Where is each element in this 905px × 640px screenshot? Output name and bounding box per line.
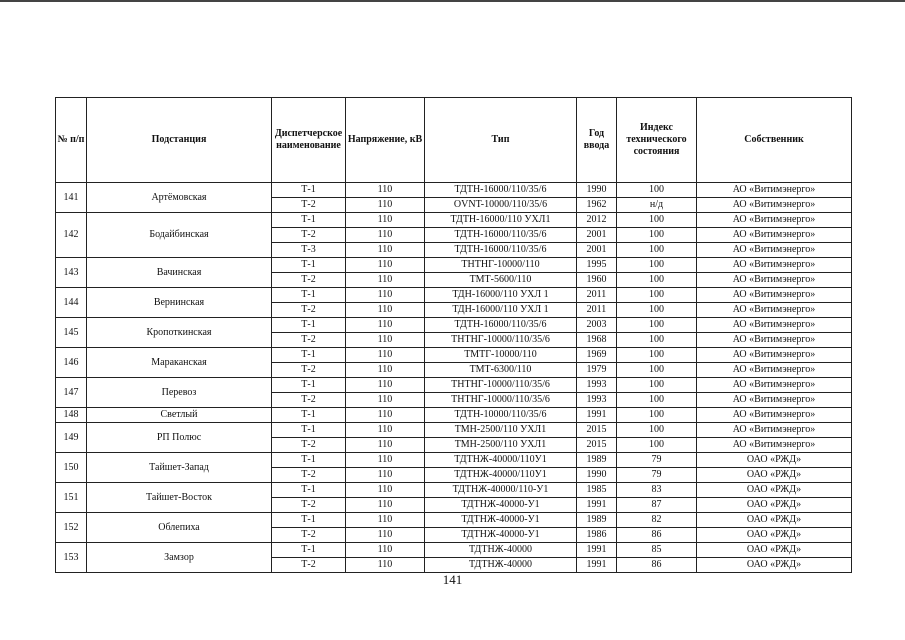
cell-index: 83	[617, 483, 697, 498]
cell-owner: АО «Витимэнерго»	[697, 423, 852, 438]
cell-year: 1995	[577, 258, 617, 273]
cell-index: 100	[617, 228, 697, 243]
cell-year: 1968	[577, 333, 617, 348]
cell-num: 145	[56, 318, 87, 348]
table-row	[56, 453, 852, 468]
cell-index: 100	[617, 348, 697, 363]
cell-owner: ОАО «РЖД»	[697, 468, 852, 483]
cell-year: 1989	[577, 453, 617, 468]
cell-type: ТДТНЖ-40000/110У1	[425, 453, 577, 468]
substations-table	[55, 97, 852, 573]
cell-year: 2012	[577, 213, 617, 228]
cell-index: 100	[617, 333, 697, 348]
header-type: Тип	[425, 98, 577, 183]
cell-num: 144	[56, 288, 87, 318]
cell-owner: АО «Витимэнерго»	[697, 183, 852, 198]
cell-year: 2001	[577, 228, 617, 243]
cell-year: 1993	[577, 393, 617, 408]
cell-year: 1991	[577, 543, 617, 558]
cell-type: ТДТН-16000/110/35/6	[425, 318, 577, 333]
page-number: 141	[442, 572, 463, 587]
cell-dispatch: Т-1	[272, 378, 346, 393]
table-row	[56, 213, 852, 228]
cell-year: 1991	[577, 498, 617, 513]
cell-dispatch: Т-2	[272, 498, 346, 513]
cell-substation: Вачинская	[87, 258, 272, 288]
cell-num: 150	[56, 453, 87, 483]
cell-voltage: 110	[346, 258, 425, 273]
cell-index: 82	[617, 513, 697, 528]
cell-owner: АО «Витимэнерго»	[697, 438, 852, 453]
cell-year: 1969	[577, 348, 617, 363]
cell-owner: АО «Витимэнерго»	[697, 408, 852, 423]
cell-substation: Бодайбинская	[87, 213, 272, 258]
cell-voltage: 110	[346, 318, 425, 333]
cell-year: 1985	[577, 483, 617, 498]
header-year: Год ввода	[577, 98, 617, 183]
cell-substation: Облепиха	[87, 513, 272, 543]
cell-owner: ОАО «РЖД»	[697, 483, 852, 498]
cell-year: 1991	[577, 558, 617, 573]
cell-owner: ОАО «РЖД»	[697, 453, 852, 468]
cell-dispatch: Т-1	[272, 288, 346, 303]
cell-type: ТНТНГ-10000/110/35/6	[425, 378, 577, 393]
cell-substation: Артёмовская	[87, 183, 272, 213]
cell-owner: ОАО «РЖД»	[697, 528, 852, 543]
table-row	[56, 378, 852, 393]
cell-year: 2001	[577, 243, 617, 258]
cell-type: ТДТНЖ-40000/110У1	[425, 468, 577, 483]
cell-year: 2011	[577, 288, 617, 303]
cell-voltage: 110	[346, 498, 425, 513]
cell-owner: АО «Витимэнерго»	[697, 333, 852, 348]
cell-index: 85	[617, 543, 697, 558]
cell-num: 153	[56, 543, 87, 573]
cell-type: ТДТН-16000/110/35/6	[425, 228, 577, 243]
cell-voltage: 110	[346, 408, 425, 423]
cell-owner: АО «Витимэнерго»	[697, 258, 852, 273]
cell-type: ТДТН-10000/110/35/6	[425, 408, 577, 423]
cell-type: ТДТН-16000/110/35/6	[425, 183, 577, 198]
cell-owner: АО «Витимэнерго»	[697, 378, 852, 393]
cell-dispatch: Т-1	[272, 348, 346, 363]
cell-dispatch: Т-2	[272, 303, 346, 318]
cell-dispatch: Т-2	[272, 273, 346, 288]
cell-voltage: 110	[346, 558, 425, 573]
cell-substation: Вернинская	[87, 288, 272, 318]
cell-owner: АО «Витимэнерго»	[697, 303, 852, 318]
cell-voltage: 110	[346, 243, 425, 258]
cell-index: 100	[617, 303, 697, 318]
cell-voltage: 110	[346, 423, 425, 438]
table-row	[56, 513, 852, 528]
cell-owner: АО «Витимэнерго»	[697, 198, 852, 213]
cell-substation: Кропоткинская	[87, 318, 272, 348]
cell-year: 1989	[577, 513, 617, 528]
cell-dispatch: Т-2	[272, 528, 346, 543]
cell-dispatch: Т-1	[272, 513, 346, 528]
scan-top-edge	[0, 0, 905, 2]
cell-num: 141	[56, 183, 87, 213]
cell-type: ТНТНГ-10000/110/35/6	[425, 333, 577, 348]
cell-type: ТНТНГ-10000/110	[425, 258, 577, 273]
cell-dispatch: Т-2	[272, 228, 346, 243]
cell-type: ТМТГ-10000/110	[425, 348, 577, 363]
cell-owner: ОАО «РЖД»	[697, 498, 852, 513]
cell-owner: АО «Витимэнерго»	[697, 213, 852, 228]
cell-dispatch: Т-1	[272, 318, 346, 333]
cell-substation: Перевоз	[87, 378, 272, 408]
cell-dispatch: Т-1	[272, 258, 346, 273]
cell-year: 2011	[577, 303, 617, 318]
substations-table-wrap	[55, 97, 851, 573]
cell-year: 1979	[577, 363, 617, 378]
cell-type: ТДТНЖ-40000-У1	[425, 513, 577, 528]
cell-dispatch: Т-2	[272, 198, 346, 213]
cell-index: 86	[617, 528, 697, 543]
cell-voltage: 110	[346, 468, 425, 483]
cell-type: ТДТНЖ-40000	[425, 558, 577, 573]
cell-voltage: 110	[346, 438, 425, 453]
cell-num: 151	[56, 483, 87, 513]
table-row	[56, 318, 852, 333]
cell-num: 148	[56, 408, 87, 423]
cell-dispatch: Т-1	[272, 423, 346, 438]
cell-year: 2015	[577, 438, 617, 453]
table-row	[56, 543, 852, 558]
cell-owner: АО «Витимэнерго»	[697, 348, 852, 363]
cell-dispatch: Т-1	[272, 183, 346, 198]
cell-index: н/д	[617, 198, 697, 213]
cell-voltage: 110	[346, 378, 425, 393]
table-row	[56, 423, 852, 438]
cell-index: 86	[617, 558, 697, 573]
cell-index: 100	[617, 273, 697, 288]
cell-owner: АО «Витимэнерго»	[697, 393, 852, 408]
cell-dispatch: Т-1	[272, 408, 346, 423]
table-row	[56, 408, 852, 423]
cell-year: 1986	[577, 528, 617, 543]
cell-owner: АО «Витимэнерго»	[697, 273, 852, 288]
cell-voltage: 110	[346, 183, 425, 198]
cell-dispatch: Т-2	[272, 438, 346, 453]
cell-voltage: 110	[346, 543, 425, 558]
cell-owner: АО «Витимэнерго»	[697, 363, 852, 378]
cell-index: 100	[617, 363, 697, 378]
cell-dispatch: Т-1	[272, 213, 346, 228]
cell-dispatch: Т-2	[272, 363, 346, 378]
cell-index: 100	[617, 213, 697, 228]
cell-num: 143	[56, 258, 87, 288]
cell-index: 100	[617, 318, 697, 333]
cell-substation: Мараканская	[87, 348, 272, 378]
table-body	[56, 183, 852, 573]
cell-num: 146	[56, 348, 87, 378]
cell-num: 142	[56, 213, 87, 258]
cell-voltage: 110	[346, 333, 425, 348]
cell-dispatch: Т-1	[272, 453, 346, 468]
table-row	[56, 183, 852, 198]
cell-dispatch: Т-3	[272, 243, 346, 258]
header-owner: Собственник	[697, 98, 852, 183]
cell-type: ТДТНЖ-40000	[425, 543, 577, 558]
cell-type: ТДТН-16000/110/35/6	[425, 243, 577, 258]
cell-dispatch: Т-1	[272, 543, 346, 558]
header-row	[56, 98, 852, 183]
cell-dispatch: Т-2	[272, 393, 346, 408]
cell-num: 149	[56, 423, 87, 453]
cell-dispatch: Т-2	[272, 468, 346, 483]
cell-year: 2003	[577, 318, 617, 333]
cell-owner: АО «Витимэнерго»	[697, 318, 852, 333]
cell-type: ТМТ-6300/110	[425, 363, 577, 378]
cell-substation: Тайшет-Восток	[87, 483, 272, 513]
cell-voltage: 110	[346, 393, 425, 408]
cell-owner: АО «Витимэнерго»	[697, 288, 852, 303]
cell-substation: РП Полюс	[87, 423, 272, 453]
cell-substation: Замзор	[87, 543, 272, 573]
cell-voltage: 110	[346, 288, 425, 303]
cell-type: ТДН-16000/110 УХЛ 1	[425, 303, 577, 318]
cell-type: ТНТНГ-10000/110/35/6	[425, 393, 577, 408]
cell-owner: АО «Витимэнерго»	[697, 228, 852, 243]
cell-index: 100	[617, 378, 697, 393]
cell-index: 87	[617, 498, 697, 513]
cell-index: 100	[617, 258, 697, 273]
table-row	[56, 348, 852, 363]
cell-type: ТДТН-16000/110 УХЛ1	[425, 213, 577, 228]
cell-substation: Тайшет-Запад	[87, 453, 272, 483]
cell-voltage: 110	[346, 363, 425, 378]
cell-index: 79	[617, 468, 697, 483]
table-row	[56, 258, 852, 273]
cell-num: 147	[56, 378, 87, 408]
cell-voltage: 110	[346, 213, 425, 228]
cell-substation: Светлый	[87, 408, 272, 423]
cell-index: 79	[617, 453, 697, 468]
cell-dispatch: Т-1	[272, 483, 346, 498]
cell-voltage: 110	[346, 453, 425, 468]
cell-year: 1991	[577, 408, 617, 423]
cell-voltage: 110	[346, 483, 425, 498]
cell-voltage: 110	[346, 513, 425, 528]
cell-voltage: 110	[346, 303, 425, 318]
cell-type: ТДТНЖ-40000-У1	[425, 528, 577, 543]
header-dispatch: Диспетчерское наименование	[272, 98, 346, 183]
cell-index: 100	[617, 408, 697, 423]
cell-voltage: 110	[346, 228, 425, 243]
cell-year: 1962	[577, 198, 617, 213]
header-num: № п/п	[56, 98, 87, 183]
cell-owner: АО «Витимэнерго»	[697, 243, 852, 258]
cell-index: 100	[617, 423, 697, 438]
cell-type: ТМТ-5600/110	[425, 273, 577, 288]
cell-owner: ОАО «РЖД»	[697, 513, 852, 528]
header-substation: Подстанция	[87, 98, 272, 183]
cell-type: ТДН-16000/110 УХЛ 1	[425, 288, 577, 303]
cell-year: 1990	[577, 183, 617, 198]
table-row	[56, 288, 852, 303]
table-row	[56, 483, 852, 498]
header-voltage: Напряжение, кВ	[346, 98, 425, 183]
cell-index: 100	[617, 243, 697, 258]
cell-num: 152	[56, 513, 87, 543]
cell-voltage: 110	[346, 348, 425, 363]
cell-type: ТДТНЖ-40000/110-У1	[425, 483, 577, 498]
cell-voltage: 110	[346, 528, 425, 543]
cell-index: 100	[617, 438, 697, 453]
cell-type: ТМН-2500/110 УХЛ1	[425, 423, 577, 438]
cell-voltage: 110	[346, 198, 425, 213]
cell-index: 100	[617, 288, 697, 303]
cell-type: ТДТНЖ-40000-У1	[425, 498, 577, 513]
cell-year: 1993	[577, 378, 617, 393]
cell-owner: ОАО «РЖД»	[697, 558, 852, 573]
cell-dispatch: Т-2	[272, 558, 346, 573]
header-index: Индекс технического состояния	[617, 98, 697, 183]
cell-year: 2015	[577, 423, 617, 438]
cell-owner: ОАО «РЖД»	[697, 543, 852, 558]
cell-year: 1960	[577, 273, 617, 288]
cell-type: ТМН-2500/110 УХЛ1	[425, 438, 577, 453]
cell-voltage: 110	[346, 273, 425, 288]
cell-dispatch: Т-2	[272, 333, 346, 348]
cell-index: 100	[617, 393, 697, 408]
cell-year: 1990	[577, 468, 617, 483]
cell-type: OVNT-10000/110/35/6	[425, 198, 577, 213]
cell-index: 100	[617, 183, 697, 198]
